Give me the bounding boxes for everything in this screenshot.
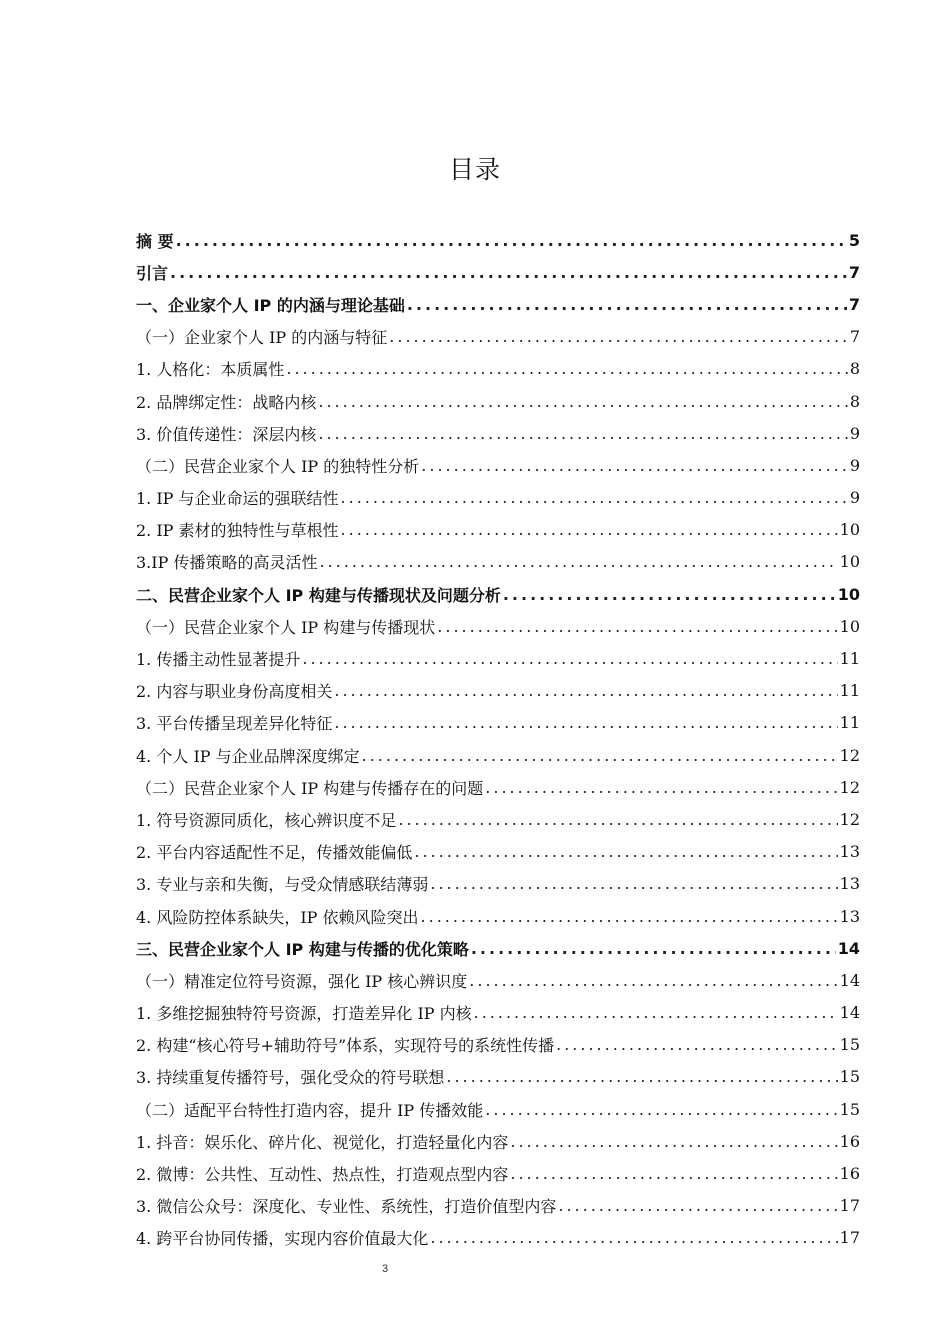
toc-leader-dots — [334, 713, 837, 732]
toc-entry-page: 5 — [848, 230, 860, 250]
toc-entry-label: 引言 — [136, 263, 169, 283]
toc-entry-label: 3. 专业与亲和失衡，与受众情感联结薄弱 — [136, 875, 429, 895]
toc-entry-page: 16 — [839, 1131, 860, 1151]
toc-entry-page: 9 — [849, 423, 860, 443]
toc-entry[interactable] — [136, 353, 860, 385]
toc-entry-page: 14 — [839, 970, 860, 990]
toc-entry-page: 12 — [839, 745, 860, 765]
toc-leader-dots — [341, 488, 848, 507]
toc-entry[interactable] — [136, 771, 860, 803]
toc-entry[interactable] — [136, 642, 860, 674]
toc-leader-dots — [319, 552, 837, 571]
toc-leader-dots — [430, 874, 837, 893]
toc-entry-page: 11 — [839, 713, 860, 733]
toc-entry-label: 1. 抖音：娱乐化、碎片化、视觉化，打造轻量化内容 — [136, 1132, 509, 1152]
toc-entry-label: 三、民营企业家个人 IP 构建与传播的优化策略 — [136, 939, 469, 959]
toc-entry[interactable] — [136, 900, 860, 932]
toc-entry-label: （二）适配平台特性打造内容，提升 IP 传播效能 — [136, 1100, 484, 1120]
toc-entry-page: 13 — [839, 906, 860, 926]
toc-entry[interactable] — [136, 417, 860, 449]
toc-leader-dots — [471, 939, 836, 958]
toc-leader-dots — [469, 971, 837, 990]
toc-entry-label: 1. 人格化：本质属性 — [136, 360, 285, 380]
toc-leader-dots — [446, 1067, 837, 1086]
toc-entry[interactable] — [136, 482, 860, 514]
toc-entry-page: 10 — [839, 552, 860, 572]
toc-entry-page: 17 — [839, 1228, 860, 1248]
toc-leader-dots — [510, 1164, 837, 1183]
toc-entry-page: 10 — [839, 520, 860, 540]
toc-entry-label: （二）民营企业家个人 IP 的独特性分析 — [136, 456, 420, 476]
toc-entry-label: 2. 品牌绑定性：战略内核 — [136, 392, 317, 412]
toc-entry-label: 3. 价值传递性：深层内核 — [136, 424, 317, 444]
toc-entry-page: 13 — [839, 842, 860, 862]
toc-leader-dots — [407, 295, 847, 314]
toc-entry-label: 2. 平台内容适配性不足，传播效能偏低 — [136, 843, 413, 863]
toc-entry[interactable] — [136, 256, 860, 288]
toc-leader-dots — [318, 392, 847, 411]
toc-leader-dots — [302, 649, 837, 668]
toc-entry-page: 15 — [839, 1099, 860, 1119]
toc-leader-dots — [421, 456, 848, 475]
toc-entry[interactable] — [136, 1061, 860, 1093]
toc-entry-page: 13 — [839, 874, 860, 894]
toc-leader-dots — [170, 263, 847, 282]
toc-entry-label: 1. 符号资源同质化，核心辨识度不足 — [136, 810, 397, 830]
toc-entry-page: 7 — [849, 327, 860, 347]
toc-entry[interactable] — [136, 836, 860, 868]
toc-entry-label: 3. 微信公众号：深度化、专业性、系统性，打造价值型内容 — [136, 1197, 557, 1217]
toc-leader-dots — [558, 1196, 837, 1215]
toc-entry[interactable] — [136, 610, 860, 642]
page-title: 目录 — [448, 155, 501, 184]
toc-entry-page: 9 — [849, 455, 860, 475]
toc-entry[interactable] — [136, 288, 860, 320]
toc-entry-label: 4. 跨平台协同传播，实现内容价值最大化 — [136, 1229, 429, 1249]
toc-entry-page: 15 — [839, 1067, 860, 1087]
toc-entry-page: 7 — [848, 262, 860, 282]
toc-entry[interactable] — [136, 739, 860, 771]
toc-entry[interactable] — [136, 1190, 860, 1222]
toc-entry-page: 8 — [849, 391, 860, 411]
toc-entry[interactable] — [136, 385, 860, 417]
toc-entry-page: 15 — [839, 1035, 860, 1055]
toc-entry[interactable] — [136, 321, 860, 353]
toc-entry-label: 2. 内容与职业身份高度相关 — [136, 682, 333, 702]
toc-entry-label: （一）企业家个人 IP 的内涵与特征 — [136, 328, 388, 348]
toc-leader-dots — [286, 359, 847, 378]
toc-entry-label: 1. 传播主动性显著提升 — [136, 650, 301, 670]
toc-entry-page: 12 — [839, 777, 860, 797]
toc-entry[interactable] — [136, 997, 860, 1029]
toc-entry-label: 2. 构建“核心符号+辅助符号”体系，实现符号的系统性传播 — [136, 1036, 555, 1056]
toc-entry-label: 二、民营企业家个人 IP 构建与传播现状及问题分析 — [136, 585, 501, 605]
toc-entry-page: 7 — [848, 294, 860, 314]
toc-entry[interactable] — [136, 449, 860, 481]
toc-entry-label: 2. IP 素材的独特性与草根性 — [136, 521, 339, 541]
toc-entry-page: 12 — [839, 809, 860, 829]
toc-entry-label: 1. 多维挖掘独特符号资源，打造差异化 IP 内核 — [136, 1004, 472, 1024]
toc-leader-dots — [556, 1035, 838, 1054]
toc-entry-label: （一）精准定位符号资源，强化 IP 核心辨识度 — [136, 971, 468, 991]
toc-entry[interactable] — [136, 932, 860, 964]
toc-leader-dots — [389, 327, 848, 346]
toc-leader-dots — [334, 681, 837, 700]
toc-entry-page: 10 — [839, 616, 860, 636]
toc-leader-dots — [485, 778, 837, 797]
toc-entry-page: 17 — [839, 1196, 860, 1216]
page-number: 3 — [381, 1263, 389, 1275]
toc-entry[interactable] — [136, 224, 860, 256]
toc-leader-dots — [437, 617, 837, 636]
toc-leader-dots — [503, 585, 836, 604]
toc-leader-dots — [398, 810, 837, 829]
toc-entry-page: 16 — [839, 1164, 860, 1184]
toc-entry-label: 一、企业家个人 IP 的内涵与理论基础 — [136, 295, 405, 315]
toc-leader-dots — [474, 1003, 838, 1022]
toc-entry[interactable] — [136, 964, 860, 996]
toc-leader-dots — [430, 1228, 837, 1247]
toc-entry-label: 3.IP 传播策略的高灵活性 — [136, 553, 318, 573]
toc-entry-label: （二）民营企业家个人 IP 构建与传播存在的问题 — [136, 778, 484, 798]
toc-entry[interactable] — [136, 578, 860, 610]
toc-entry[interactable] — [136, 514, 860, 546]
toc-entry-label: 摘 要 — [136, 231, 174, 251]
toc-entry-label: 4. 个人 IP 与企业品牌深度绑定 — [136, 746, 360, 766]
toc-leader-dots — [176, 231, 847, 250]
toc-leader-dots — [485, 1100, 837, 1119]
toc-entry-label: 4. 风险防控体系缺失，IP 依赖风险突出 — [136, 907, 419, 927]
toc-entry-page: 14 — [839, 1003, 860, 1023]
toc-entry[interactable] — [136, 803, 860, 835]
toc-entry-label: 1. IP 与企业命运的强联结性 — [136, 489, 339, 509]
toc-entry-label: 2. 微博：公共性、互动性、热点性，打造观点型内容 — [136, 1165, 509, 1185]
toc-leader-dots — [421, 907, 838, 926]
toc-entry-page: 14 — [837, 938, 860, 958]
toc-entry-page: 10 — [837, 584, 860, 604]
toc-leader-dots — [341, 520, 838, 539]
toc-leader-dots — [414, 842, 837, 861]
toc-leader-dots — [318, 424, 847, 443]
toc-entry-page: 11 — [839, 681, 860, 701]
toc-entry[interactable] — [136, 1157, 860, 1189]
toc-leader-dots — [510, 1132, 837, 1151]
toc-entry[interactable] — [136, 546, 860, 578]
toc-entry-label: 3. 平台传播呈现差异化特征 — [136, 714, 333, 734]
toc-entry[interactable] — [136, 675, 860, 707]
toc-entry-page: 11 — [839, 649, 860, 669]
toc-entry-label: 3. 持续重复传播符号，强化受众的符号联想 — [136, 1068, 445, 1088]
toc-entry[interactable] — [136, 1222, 860, 1254]
toc-leader-dots — [362, 746, 838, 765]
toc-entry[interactable] — [136, 1125, 860, 1157]
toc-entry[interactable] — [136, 707, 860, 739]
toc-entry-page: 8 — [849, 359, 860, 379]
toc-entry[interactable] — [136, 1093, 860, 1125]
toc-entry-label: （一）民营企业家个人 IP 构建与传播现状 — [136, 617, 436, 637]
table-of-contents — [136, 224, 860, 1254]
toc-entry[interactable] — [136, 868, 860, 900]
toc-entry-page: 9 — [849, 488, 860, 508]
toc-entry[interactable] — [136, 1029, 860, 1061]
